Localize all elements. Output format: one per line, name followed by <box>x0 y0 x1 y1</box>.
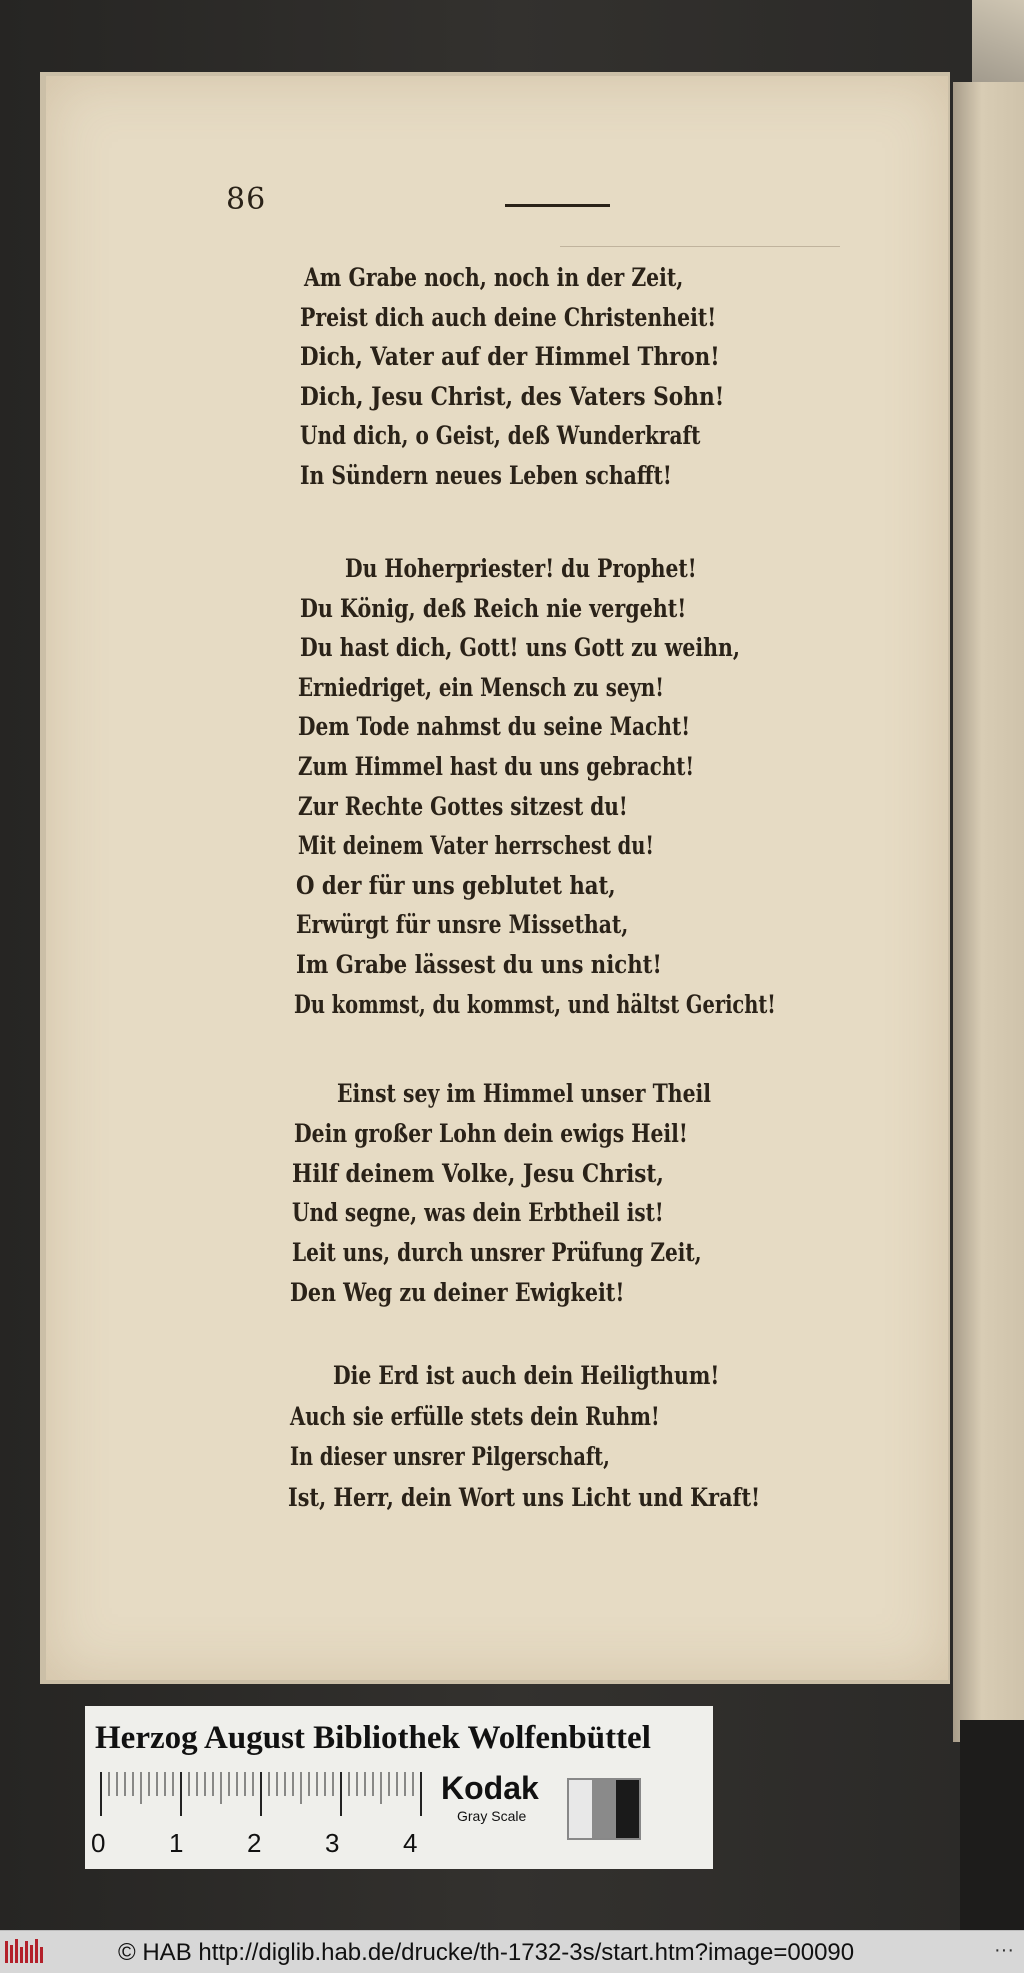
verse-line: Erwürgt für unsre Missethat, <box>296 910 629 940</box>
verse-line: Und dich, o Geist, deß Wunderkraft <box>300 421 701 450</box>
verse-line: Dein großer Lohn dein ewigs Heil! <box>294 1118 688 1148</box>
next-page-corner <box>972 0 1024 90</box>
verse-line: Den Weg zu deiner Ewigkeit! <box>290 1278 625 1307</box>
verse-line: Einst sey im Himmel unser Theil <box>337 1079 712 1108</box>
verse-line: Zum Himmel hast du uns gebracht! <box>298 752 695 781</box>
verse-line: Im Grabe lässest du uns nicht! <box>296 950 662 979</box>
verse-line: Dich, Vater auf der Himmel Thron! <box>300 342 720 371</box>
kodak-logo: Kodak <box>441 1770 539 1806</box>
page-number: 86 <box>226 182 267 217</box>
ruler-number: 4 <box>403 1828 418 1858</box>
header-faint-line <box>560 246 840 247</box>
copyright-link[interactable]: © HAB http://diglib.hab.de/drucke/th-1732-3s/start.htm?image=00090 <box>118 1939 855 1966</box>
verse-line: Hilf deinem Volke, Jesu Christ, <box>292 1158 664 1188</box>
gray-patch <box>592 1780 615 1838</box>
verse-line: Erniedriget, ein Mensch zu seyn! <box>298 672 664 702</box>
ruler-number: 3 <box>325 1828 340 1858</box>
viewer-footer <box>0 1930 1024 1973</box>
scale-ruler <box>99 1772 429 1816</box>
gray-scale-patches <box>567 1778 641 1840</box>
verse-line: In dieser unsrer Pilgerschaft, <box>290 1442 610 1471</box>
library-color-card <box>85 1706 713 1869</box>
kodak-subtitle: Gray Scale <box>457 1808 527 1824</box>
ruler-number: 2 <box>247 1828 262 1858</box>
header-rule <box>505 204 610 207</box>
ruler-number: 1 <box>169 1828 184 1858</box>
verse-line: Mit deinem Vater herrschest du! <box>298 831 654 861</box>
verse-line: Am Grabe noch, noch in der Zeit, <box>304 263 684 292</box>
verse-line: Du König, deß Reich nie vergeht! <box>300 593 687 623</box>
hab-logo-icon <box>4 1937 48 1967</box>
next-page-edge <box>953 82 1024 1742</box>
verse-line: Dem Tode nahmst du seine Macht! <box>298 712 691 742</box>
verse-line: Zur Rechte Gottes sitzest du! <box>298 791 628 821</box>
verse-line: Ist, Herr, dein Wort uns Licht und Kraft! <box>288 1482 761 1512</box>
verse-line: O der für uns geblutet hat, <box>296 870 616 900</box>
ruler-number: 0 <box>91 1828 106 1858</box>
verse-line: Preist dich auch deine Christenheit! <box>300 302 717 332</box>
verse-line: Du Hoherpriester! du Prophet! <box>345 554 697 583</box>
verse-line: Leit uns, durch unsrer Prüfung Zeit, <box>292 1238 702 1268</box>
gray-patch <box>569 1780 592 1838</box>
verse-line: Und segne, was dein Erbtheil ist! <box>292 1198 664 1228</box>
verse-line: Du hast dich, Gott! uns Gott zu weihn, <box>300 633 740 663</box>
more-options-button[interactable]: ··· <box>994 1939 1014 1961</box>
book-cover-edge <box>960 1720 1024 1930</box>
verse-line: Du kommst, du kommst, und hältst Gericht! <box>294 989 776 1019</box>
verse-line: Die Erd ist auch dein Heiligthum! <box>333 1361 720 1390</box>
verse-line: Auch sie erfülle stets dein Ruhm! <box>290 1401 660 1431</box>
gray-patch <box>616 1780 639 1838</box>
verse-line: Dich, Jesu Christ, des Vaters Sohn! <box>300 381 725 411</box>
library-title: Herzog August Bibliothek Wolfenbüttel <box>95 1720 651 1756</box>
verse-line: In Sündern neues Leben schafft! <box>300 460 672 490</box>
